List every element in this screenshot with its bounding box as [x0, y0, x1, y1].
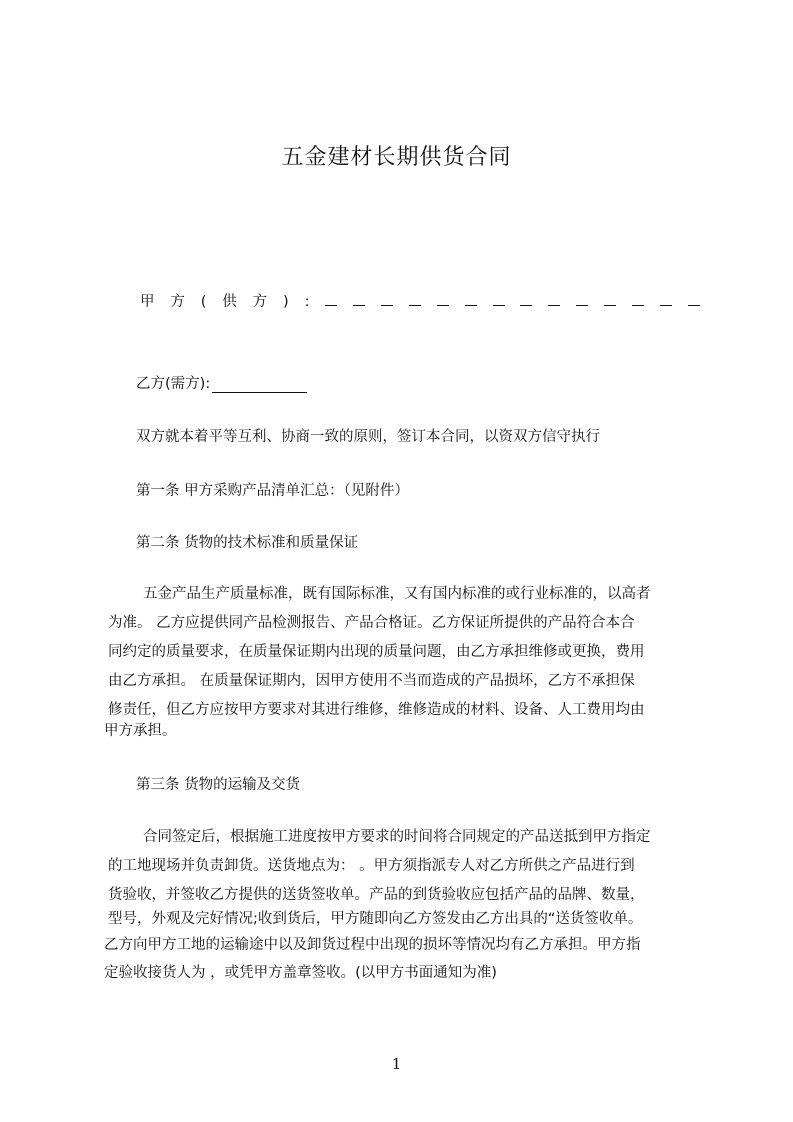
- blank-underline: [688, 304, 700, 306]
- blank-underline: [381, 304, 393, 306]
- blank-underline: [520, 304, 532, 306]
- party-a-line: [140, 290, 700, 311]
- blank-underline: [437, 304, 449, 306]
- blank-underline: [409, 304, 421, 306]
- article-3-line: 定验收接货人为 ，或凭甲方盖章签收。(以甲方书面通知为准): [104, 965, 497, 981]
- article-2-line: 为准。 乙方应提供同产品检测报告、产品合格证。乙方保证所提供的产品符合本合: [108, 615, 635, 631]
- blank-underline: [576, 304, 588, 306]
- article-3-line: 乙方向甲方工地的运输途中以及卸货过程中出现的损坏等情况均有乙方承担。甲方指: [104, 937, 641, 953]
- article-3-line: 合同签定后，根据施工进度按甲方要求的时间将合同规定的产品送抵到甲方指定: [143, 829, 651, 845]
- intro-paragraph: 双方就本着平等互利、协商一致的原则，签订本合同，以资双方信守执行: [136, 429, 600, 445]
- blank-underline: [632, 304, 644, 306]
- blank-underline: [548, 304, 560, 306]
- party-a-char: (: [200, 294, 207, 310]
- party-a-char: 甲: [140, 294, 155, 310]
- blank-underline: [353, 304, 365, 306]
- party-a-char: 方: [170, 294, 185, 310]
- article-1-heading: 第一条 甲方采购产品清单汇总：（见附件）: [136, 483, 409, 499]
- article-2-heading: 第二条 货物的技术标准和质量保证: [136, 535, 359, 551]
- blank-underline: [660, 304, 672, 306]
- document-title: 五金建材长期供货合同: [281, 145, 512, 170]
- party-a-char: :: [304, 294, 310, 310]
- party-a-char: 供: [222, 294, 237, 310]
- party-a-char: 方: [252, 294, 268, 310]
- blank-underline: [325, 304, 337, 306]
- party-a-char: ): [283, 294, 289, 310]
- article-2-line: 同约定的质量要求，在质量保证期内出现的质量问题，由乙方承担维修或更换，费用: [108, 644, 645, 660]
- blank-underline: [493, 304, 505, 306]
- article-2-line: 五金产品生产质量标准，既有国际标准，又有国内标准的或行业标准的，以高者: [143, 586, 651, 602]
- party-b-label: 乙方(需方):: [136, 376, 211, 392]
- party-b-line: [136, 372, 307, 393]
- page-number: 1: [391, 1055, 402, 1073]
- article-2-line: 由乙方承担。 在质量保证期内，因甲方使用不当而造成的产品损坏，乙方不承担保: [108, 673, 635, 689]
- article-2-line: 甲方承担。: [104, 723, 177, 739]
- article-3-line: 型号，外观及完好情况;收到货后，甲方随即向乙方签发由乙方出具的“送货签收单。: [108, 911, 643, 927]
- article-3-heading: 第三条 货物的运输及交货: [136, 777, 301, 793]
- blank-underline: [465, 304, 477, 306]
- article-3-line: 的工地现场并负责卸货。送货地点为： 。甲方须指派专人对乙方所供之产品进行到: [108, 858, 635, 874]
- party-b-blank: [212, 378, 307, 393]
- article-2-line: 修责任，但乙方应按甲方要求对其进行维修，维修造成的材料、设备、人工费用均由: [108, 702, 645, 718]
- blank-underline: [604, 304, 616, 306]
- article-3-line: 货验收，并签收乙方提供的送货签收单。产品的到货验收应包括产品的品牌、数量，: [108, 887, 645, 903]
